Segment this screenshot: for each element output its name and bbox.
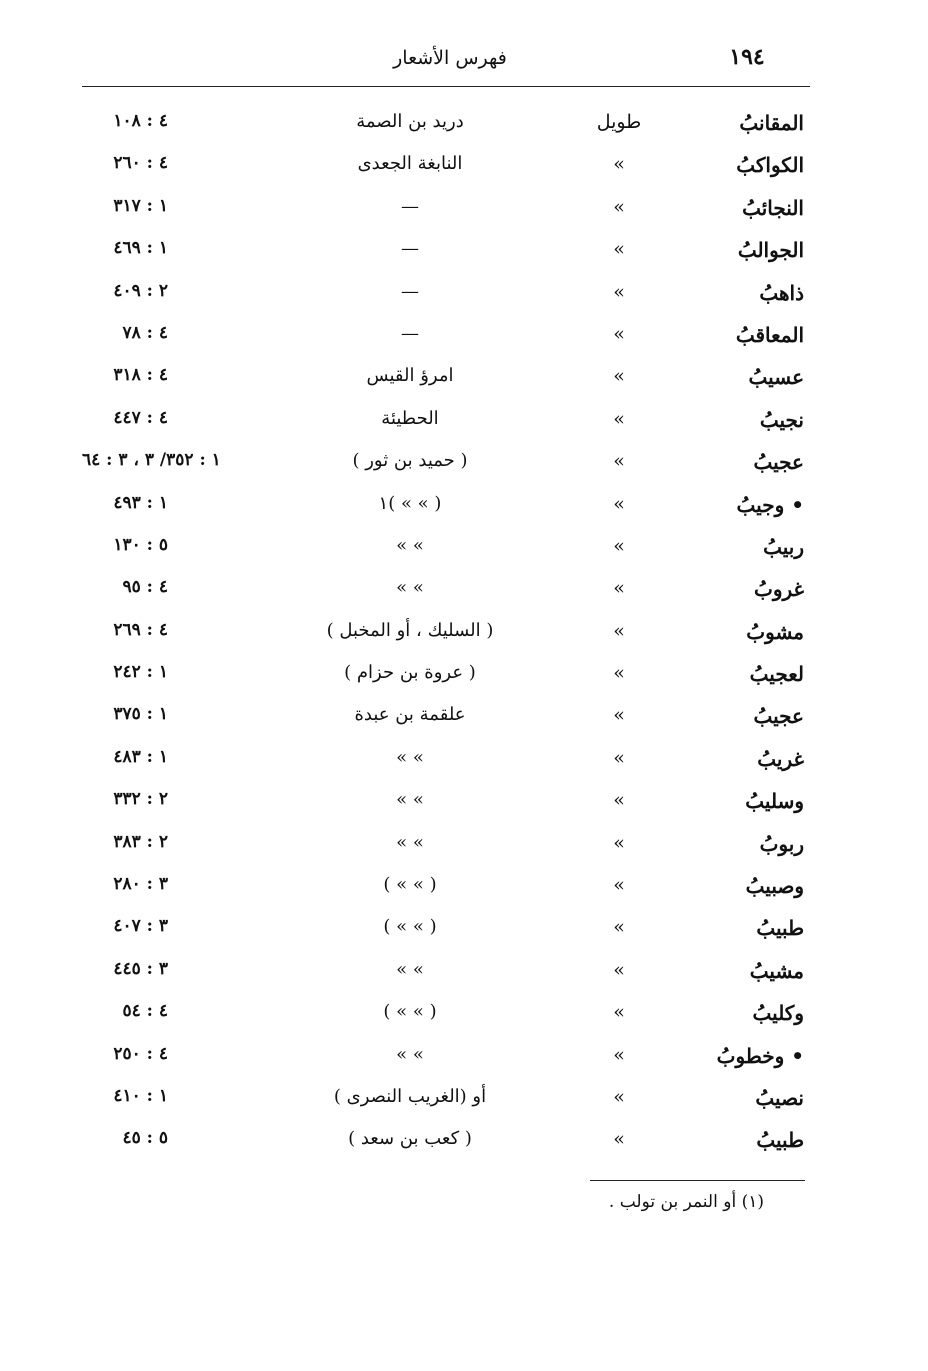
poet-name: ( كعب بن سعد ) (348, 1128, 472, 1150)
rhyme-word: الكواكبُ (736, 153, 804, 178)
meter: » (613, 662, 625, 685)
poet-name: ( » » )١ (378, 492, 442, 514)
rhyme-word: المقانبُ (739, 111, 804, 135)
meter: » (613, 789, 625, 812)
poet-name: — (401, 195, 419, 217)
poetry-index-list (0, 103, 928, 1163)
meter: » (613, 322, 625, 345)
index-entry (0, 781, 928, 823)
index-entry (0, 442, 928, 484)
rhyme-word: ذاهبُ (759, 280, 804, 305)
meter: » (613, 534, 625, 557)
index-entry (0, 569, 928, 611)
rhyme-word: ربيبُ (763, 534, 804, 559)
poet-name: » » (396, 1043, 424, 1065)
index-entry (0, 145, 928, 187)
meter: » (613, 365, 625, 388)
volume-page-reference: ١ : ٣٧٥ (113, 704, 168, 725)
poet-name: » » (396, 534, 424, 556)
poet-name: دريد بن الصمة (356, 111, 464, 132)
volume-page-reference: ١ : ٣٥٢/ ٣ ، ٣ : ٦٤ (82, 450, 221, 471)
poet-name: النابغة الجعدى (357, 153, 463, 175)
volume-page-reference: ١ : ٤١٠ (113, 1085, 168, 1106)
rhyme-word: ربوبُ (759, 831, 804, 856)
volume-page-reference: ٣ : ٤٠٧ (113, 916, 168, 937)
volume-page-reference: ٤ : ٩٥ (122, 577, 168, 598)
volume-page-reference: ٢ : ٣٨٣ (113, 831, 168, 852)
poet-name: ( » » ) (383, 916, 437, 938)
poet-name: » » (396, 577, 424, 599)
volume-page-reference: ٤ : ٢٦٠ (113, 153, 168, 174)
poet-name: » » (396, 789, 424, 811)
index-entry (0, 824, 928, 866)
index-entry (0, 230, 928, 272)
volume-page-reference: ١ : ٤٨٣ (113, 746, 168, 767)
poet-name: » » (396, 831, 424, 853)
volume-page-reference: ٤ : ٧٨ (122, 322, 168, 343)
volume-page-reference: ٤ : ٢٦٩ (113, 619, 168, 640)
rhyme-word: نجيبُ (759, 407, 804, 432)
rhyme-word: وصبيبُ (745, 874, 804, 899)
running-title: فهرس الأشعار (393, 47, 507, 69)
poet-name: » » (396, 746, 424, 768)
index-entry (0, 400, 928, 442)
index-entry (0, 866, 928, 908)
poet-name: امرؤ القيس (366, 365, 454, 387)
index-entry (0, 654, 928, 696)
meter: » (613, 1128, 625, 1151)
poet-name: ( عروة بن حزام ) (344, 662, 476, 684)
footnote-rule (590, 1180, 805, 1181)
index-entry (0, 739, 928, 781)
meter: » (613, 280, 625, 303)
meter: » (613, 958, 625, 981)
volume-page-reference: ٣ : ٤٤٥ (113, 958, 168, 979)
index-entry (0, 188, 928, 230)
meter: » (613, 874, 625, 897)
index-entry (0, 527, 928, 569)
meter: » (613, 746, 625, 769)
poet-name: — (401, 238, 419, 260)
rhyme-word: وسليبُ (745, 789, 804, 814)
footnote: (١) أو النمر بن تولب . (608, 1192, 764, 1212)
index-entry (0, 951, 928, 993)
poet-name: علقمة بن عبدة (354, 704, 466, 726)
rhyme-word: • وخطوبُ (716, 1043, 804, 1068)
volume-page-reference: ١ : ٤٩٣ (113, 492, 168, 513)
volume-page-reference: ١ : ٤٦٩ (113, 238, 168, 259)
meter: » (613, 1001, 625, 1024)
meter: » (613, 1043, 625, 1066)
meter: » (613, 577, 625, 600)
meter: » (613, 407, 625, 430)
volume-page-reference: ٣ : ٢٨٠ (113, 874, 168, 895)
meter: » (613, 195, 625, 218)
poet-name: ( » » ) (383, 1001, 437, 1023)
rhyme-word: وكليبُ (752, 1001, 804, 1026)
rhyme-word: غروبُ (754, 577, 804, 602)
volume-page-reference: ٤ : ٢٥٠ (113, 1043, 168, 1064)
rhyme-word: • وجيبُ (736, 492, 804, 517)
rhyme-word: طبيبُ (756, 916, 804, 941)
volume-page-reference: ٥ : ٤٥ (122, 1128, 168, 1149)
volume-page-reference: ١ : ٢٤٢ (113, 662, 168, 683)
meter: » (613, 1085, 625, 1108)
meter: طويل (596, 111, 642, 133)
index-entry (0, 612, 928, 654)
poet-name: ( السليك ، أو المخبل ) (326, 619, 494, 641)
index-entry (0, 696, 928, 738)
volume-page-reference: ٤ : ١٠٨ (113, 111, 168, 131)
meter: » (613, 619, 625, 642)
index-entry (0, 485, 928, 527)
volume-page-reference: ٢ : ٤٠٩ (113, 280, 168, 301)
meter: » (613, 450, 625, 473)
page-number: ١٩٤ (729, 44, 765, 70)
rhyme-word: مشوبُ (746, 619, 804, 644)
volume-page-reference: ٤ : ٥٤ (122, 1001, 168, 1022)
poet-name: ( حميد بن ثور ) (352, 450, 468, 472)
rhyme-word: الجوالبُ (737, 238, 804, 263)
volume-page-reference: ٥ : ١٣٠ (113, 534, 168, 555)
rhyme-word: عسيبُ (748, 365, 804, 390)
poet-name: الحطيئة (381, 407, 439, 429)
meter: » (613, 492, 625, 515)
poet-name: — (401, 322, 419, 344)
index-entry (0, 103, 928, 145)
poet-name: » » (396, 958, 424, 980)
poet-name: أو (الغريب النصرى ) (333, 1085, 487, 1107)
rhyme-word: النجائبُ (742, 195, 804, 220)
rhyme-word: طبيبُ (756, 1128, 804, 1153)
index-entry (0, 1036, 928, 1078)
rhyme-word: غريبُ (757, 746, 804, 771)
meter: » (613, 831, 625, 854)
volume-page-reference: ٢ : ٣٣٢ (113, 789, 168, 810)
meter: » (613, 916, 625, 939)
poet-name: — (401, 280, 419, 302)
rhyme-word: لعجيبُ (749, 662, 804, 687)
volume-page-reference: ١ : ٣١٧ (113, 195, 168, 216)
rhyme-word: مشيبُ (749, 958, 804, 983)
meter: » (613, 153, 625, 176)
volume-page-reference: ٤ : ٣١٨ (113, 365, 168, 386)
index-entry (0, 357, 928, 399)
rhyme-word: عجيبُ (753, 704, 804, 729)
index-entry (0, 315, 928, 357)
rhyme-word: عجيبُ (753, 450, 804, 475)
index-entry (0, 1078, 928, 1120)
index-entry (0, 273, 928, 315)
index-entry (0, 908, 928, 950)
poet-name: ( » » ) (383, 874, 437, 896)
rhyme-word: نصيبُ (755, 1085, 804, 1110)
meter: » (613, 704, 625, 727)
meter: » (613, 238, 625, 261)
rhyme-word: المعاقبُ (735, 322, 804, 347)
header-rule (82, 86, 810, 87)
index-entry (0, 1120, 928, 1162)
index-entry (0, 993, 928, 1035)
volume-page-reference: ٤ : ٤٤٧ (113, 407, 168, 428)
